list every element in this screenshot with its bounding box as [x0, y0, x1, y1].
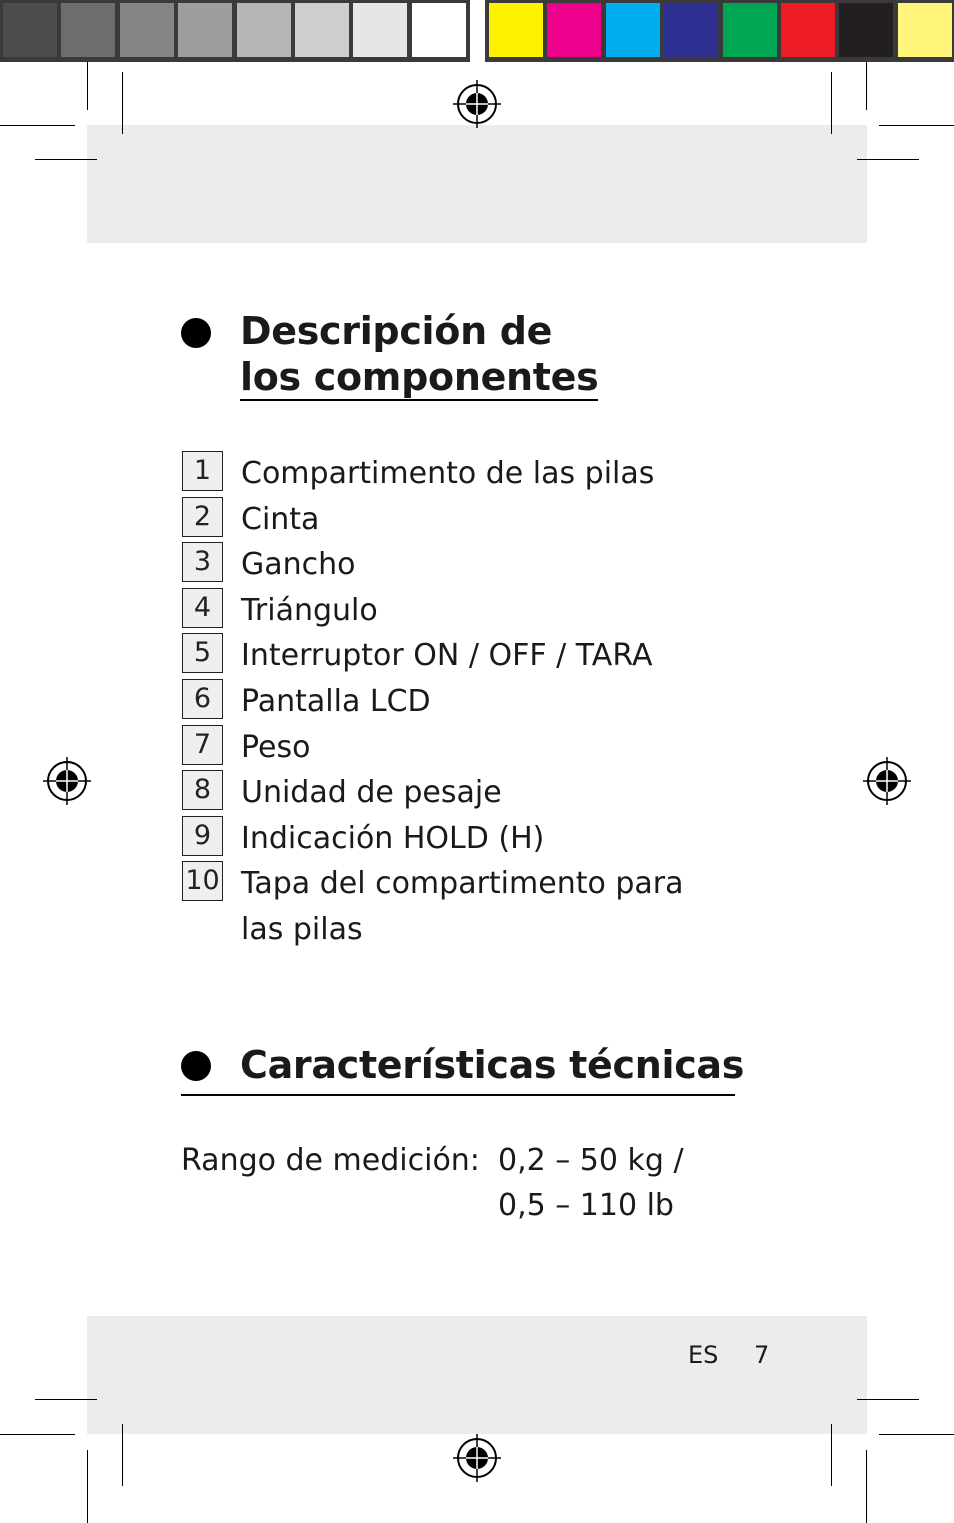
gray-swatch: [353, 3, 407, 57]
item-label: Unidad de pesaje: [241, 775, 502, 811]
item-number-box: 5: [182, 633, 223, 673]
item-number-box: 6: [182, 679, 223, 719]
item-number-box: 9: [182, 816, 223, 856]
item-label: Gancho: [241, 547, 356, 583]
gray-swatch: [295, 3, 349, 57]
spec-value-line-1: 0,2 – 50 kg /: [498, 1143, 684, 1178]
item-label: Interruptor ON / OFF / TARA: [241, 638, 653, 674]
section-title-underline: [181, 1094, 735, 1096]
gray-swatch: [237, 3, 291, 57]
gray-swatch: [120, 3, 174, 57]
spec-label: Rango de medición:: [181, 1143, 480, 1178]
color-swatch: [489, 3, 543, 57]
item-label: Compartimento de las pilas: [241, 456, 655, 491]
footer-page-number: 7: [754, 1341, 770, 1369]
registration-mark-icon: [453, 80, 501, 128]
footer-language: ES: [688, 1341, 719, 1369]
bullet-icon: [181, 318, 211, 348]
item-number-box: 7: [182, 725, 223, 765]
registration-mark-icon: [453, 1434, 501, 1482]
gray-swatch: [61, 3, 115, 57]
color-swatch: [664, 3, 718, 57]
item-label: Cinta: [241, 501, 320, 537]
color-swatch: [606, 3, 660, 57]
section-title-components: [240, 308, 598, 400]
item-label: Tapa del compartimento para las pilas: [241, 866, 684, 948]
gray-swatch: [3, 3, 57, 57]
item-number-box: 10: [182, 861, 223, 901]
color-swatch: [781, 3, 835, 57]
item-label: Triángulo: [241, 592, 378, 628]
spec-value-line-2: 0,5 – 110 lb: [498, 1188, 674, 1223]
color-swatch: [723, 3, 777, 57]
gray-swatch: [178, 3, 232, 57]
item-label: Pantalla LCD: [241, 683, 431, 719]
item-number-box: 1: [182, 451, 223, 491]
section-title-specs: Características técnicas: [240, 1043, 745, 1087]
header-band: [87, 125, 867, 243]
item-number-box: 3: [182, 542, 223, 582]
bullet-icon: [181, 1051, 211, 1081]
footer-band: [87, 1316, 867, 1434]
color-swatch: [898, 3, 952, 57]
title-line-1: Descripción de: [240, 309, 553, 353]
item-number-box: 4: [182, 588, 223, 628]
color-swatch: [547, 3, 601, 57]
color-calibration-bar: [0, 0, 954, 62]
gray-swatch: [412, 3, 466, 57]
color-swatch: [839, 3, 893, 57]
registration-mark-icon: [863, 757, 911, 805]
title-line-2: los componentes: [240, 355, 599, 399]
item-number-box: 8: [182, 770, 223, 810]
item-number-box: 2: [182, 497, 223, 537]
item-label: Indicación HOLD (H): [241, 820, 545, 856]
registration-mark-icon: [43, 757, 91, 805]
item-label: Peso: [241, 729, 311, 765]
